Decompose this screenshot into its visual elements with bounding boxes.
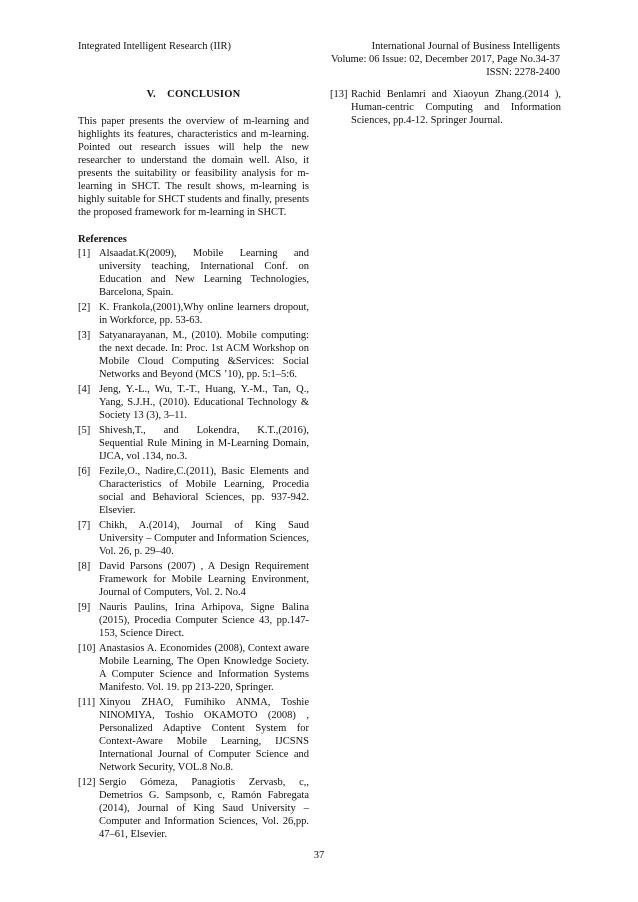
header-right-line: Volume: 06 Issue: 02, December 2017, Page No.34-37 — [330, 54, 560, 65]
reference-item — [78, 424, 309, 463]
reference-number: [13] — [330, 89, 348, 100]
reference-item — [330, 88, 561, 127]
reference-text: Fezile,O., Nadire,C.(2011), Basic Elements and Characteristics of Mobile Learning, Procedia social and Behavioral Sciences, pp. 937-942. Elsevier. — [99, 466, 309, 516]
reference-text: K. Frankola,(2001),Why online learners dropout, in Workforce, pp. 53-63. — [99, 302, 309, 326]
header-journal-left: Integrated Intelligent Research (IIR) — [78, 41, 232, 52]
reference-number: [11] — [78, 697, 96, 708]
reference-number: [9] — [78, 602, 91, 613]
reference-number: [4] — [78, 384, 91, 395]
header-right-line: International Journal of Business Intelligents — [371, 41, 560, 52]
reference-text: Chikh, A.(2014), Journal of King Saud University – Computer and Information Sciences, Vol. 26, p. 29–40. — [99, 520, 309, 557]
reference-text: Alsaadat.K(2009), Mobile Learning and university teaching, International Conf. on Education and New Learning Technologies, Barcelona, Spain. — [99, 248, 309, 298]
header-journal-right — [300, 40, 560, 79]
reference-number: [7] — [78, 520, 91, 531]
section-title: V. CONCLUSION — [146, 89, 241, 100]
right-column — [330, 88, 561, 129]
reference-item — [78, 776, 309, 841]
reference-number: [5] — [78, 425, 91, 436]
reference-item — [78, 560, 309, 599]
reference-number: [8] — [78, 561, 91, 572]
reference-number: [1] — [78, 248, 91, 259]
reference-text: David Parsons (2007) , A Design Requirement Framework for Mobile Learning Environment, Journal of Computers, Vol. 2. No.4 — [99, 561, 309, 598]
reference-number: [3] — [78, 330, 91, 341]
reference-item — [78, 465, 309, 517]
reference-item — [78, 383, 309, 422]
reference-text: Sergio Gómeza, Panagiotis Zervasb, c,, Demetrios G. Sampsonb, c, Ramón Fabregata (2014), Journal of King Saud University – Computer and Information Sciences, Vol. 26,pp. 47–61, Elsevier. — [99, 777, 309, 840]
reference-item — [78, 247, 309, 299]
reference-text: Satyanarayanan, M., (2010). Mobile computing: the next decade. In: Proc. 1st ACM Workshop on Mobile Cloud Computing &Services: Social Networks and Beyond (MCS ’10), pp. 5:1–5:6. — [99, 330, 309, 380]
reference-number: [6] — [78, 466, 91, 477]
reference-text: Anastasios A. Economides (2008), Context aware Mobile Learning, The Open Knowledge Society. A Computer Science and Information Systems Manifesto. Vol. 19. pp 213-220, Springer. — [99, 643, 309, 693]
reference-text: Rachid Benlamri and Xiaoyun Zhang.(2014 ), Human-centric Computing and Information Sciences, pp.4-12. Springer Journal. — [351, 89, 561, 126]
reference-number: [2] — [78, 302, 91, 313]
reference-item — [78, 519, 309, 558]
reference-number: [12] — [78, 777, 96, 788]
reference-list-continued — [330, 88, 561, 127]
references-heading: References — [78, 234, 127, 245]
page-number: 37 — [313, 850, 325, 861]
left-column — [78, 88, 309, 843]
reference-item — [78, 329, 309, 381]
reference-number: [10] — [78, 643, 96, 654]
reference-text: Shivesh,T., and Lokendra, K.T.,(2016), Sequential Rule Mining in M-Learning Domain, IJCA, vol .134, no.3. — [99, 425, 309, 462]
reference-text: Jeng, Y.-L., Wu, T.-T., Huang, Y.-M., Tan, Q., Yang, S.J.H., (2010). Educational Technology & Society 13 (3), 3–11. — [99, 384, 309, 421]
reference-item — [78, 642, 309, 694]
header-right-line: ISSN: 2278-2400 — [486, 67, 560, 78]
reference-text: Nauris Paulins, Irina Arhipova, Signe Balina (2015), Procedia Computer Science 43, pp.147-153, Science Direct. — [99, 602, 309, 639]
reference-list — [78, 247, 309, 841]
reference-item — [78, 301, 309, 327]
reference-text: Xinyou ZHAO, Fumihiko ANMA, Toshie NINOMIYA, Toshio OKAMOTO (2008) , Personalized Adaptive Content System for Context-Aware Mobile Learning, IJCSNS International Journal of Computer Science and Network Security, VOL.8 No.8. — [99, 697, 309, 773]
conclusion-paragraph: This paper presents the overview of m-learning and highlights its features, characteristics and m-learning. Pointed out research issues will help the new researcher to understand the domain well. Also, it presents the suitability or feasibility analysis for m-learning in SHCT. The result shows, m-learning is highly suitable for SHCT students and finally, presents the proposed framework for m-learning in SHCT. — [78, 116, 309, 218]
reference-item — [78, 696, 309, 774]
reference-item — [78, 601, 309, 640]
